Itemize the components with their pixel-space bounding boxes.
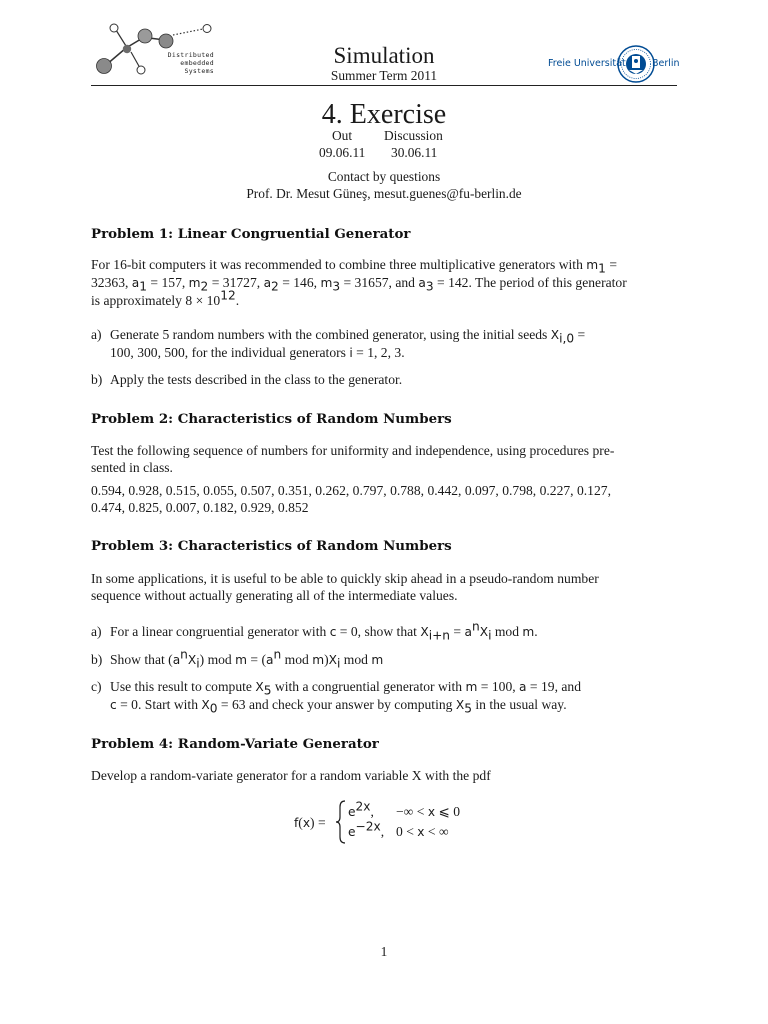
math-superscript: n — [180, 647, 188, 662]
item-label: b) — [91, 652, 103, 667]
item-line — [110, 344, 677, 362]
text-run: = ( — [247, 652, 267, 667]
text-run: = 63 and check your answer by computing — [217, 697, 456, 712]
text-run: Develop a random-variate generator for a random variable X with the pdf — [91, 768, 491, 783]
math-subscript: i+n — [428, 628, 451, 643]
course-term: Summer Term 2011 — [330, 68, 438, 83]
math-symbol: X — [479, 625, 489, 639]
math-symbol: a — [263, 276, 272, 290]
text-run: = — [605, 257, 618, 272]
text-run: = 146, — [278, 275, 321, 290]
math-superscript: 12 — [220, 288, 236, 303]
text-run: Generate 5 random numbers with the combined generator, using the initial seeds — [110, 327, 551, 342]
math-symbol: X — [201, 698, 210, 712]
page-number: 1 — [380, 944, 388, 959]
text-run: = — [574, 327, 586, 342]
math-subscript: 0 — [209, 701, 218, 716]
text-run: is approximately 8 × 10 — [91, 293, 221, 308]
text-run: < ∞ — [424, 824, 449, 839]
sequence-line — [91, 499, 677, 516]
problem-4-statement — [91, 767, 677, 784]
text-run: Show that ( — [110, 652, 173, 667]
math-symbol: m — [312, 653, 325, 667]
math-symbol: m — [320, 276, 333, 290]
item-label: a) — [91, 624, 102, 639]
case-2-value — [348, 819, 385, 841]
sequence-line — [91, 482, 677, 499]
math-subscript: 3 — [332, 279, 341, 294]
math-subscript: i — [488, 628, 492, 643]
problem-4-line — [91, 767, 677, 784]
text-run: = — [450, 624, 465, 639]
text-run: = 100, — [477, 679, 520, 694]
exercise-title: 4. Exercise — [321, 99, 447, 130]
math-superscript: 2x — [355, 799, 371, 814]
problem-3-line — [91, 570, 677, 587]
math-symbol: a — [131, 276, 140, 290]
group-logo-letter-s: S — [162, 14, 170, 24]
problem-3-item-b — [91, 647, 677, 671]
math-superscript: n — [471, 619, 480, 634]
item-line — [110, 619, 677, 643]
problem-3-item-c — [91, 678, 677, 714]
text-run: , — [370, 804, 374, 819]
math-symbol: X — [550, 328, 560, 342]
case-2-condition — [396, 823, 449, 841]
math-symbol: m — [522, 625, 535, 639]
formula-lhs — [294, 814, 326, 832]
course-title: Simulation — [333, 43, 435, 68]
math-subscript: i,0 — [559, 331, 575, 346]
math-subscript: 5 — [263, 683, 272, 698]
pdf-formula — [290, 800, 490, 844]
university-logo-left-text: Freie Universität — [548, 58, 626, 69]
item-line — [110, 371, 677, 388]
text-run: 0.594, 0.928, 0.515, 0.055, 0.507, 0.351, 0.262, 0.797, 0.788, 0.442, 0.097, 0.798, 0.227, 0.127, — [91, 483, 611, 498]
problem-3-item-a — [91, 619, 677, 643]
math-subscript: 2 — [200, 279, 209, 294]
text-run: ⩽ 0 — [435, 804, 461, 819]
problem-2-line — [91, 442, 677, 459]
problem-1-line — [91, 256, 677, 274]
header-rule — [91, 85, 677, 86]
math-subscript: 3 — [425, 279, 434, 294]
text-run: , — [380, 824, 385, 839]
text-run: 0.474, 0.825, 0.007, 0.182, 0.929, 0.852 — [91, 500, 309, 515]
text-run: ) — [324, 652, 329, 667]
text-run: −∞ < — [396, 804, 428, 819]
math-symbol: m — [235, 653, 248, 667]
problem-1-item-a — [91, 326, 677, 362]
item-label: c) — [91, 679, 102, 694]
text-run: 0 < — [396, 824, 418, 839]
university-logo-right-text: Berlin — [652, 58, 680, 69]
text-run: sented in class. — [91, 460, 173, 475]
problem-1-heading: Problem 1: Linear Congruential Generator — [91, 226, 411, 242]
problem-1-statement — [91, 256, 677, 309]
text-run: = 1, 2, 3. — [352, 345, 405, 360]
text-run: Test the following sequence of numbers for uniformity and independence, using procedures pre- — [91, 443, 615, 458]
text-run: = 31657, and — [340, 275, 419, 290]
problem-3-heading: Problem 3: Characteristics of Random Numbers — [91, 538, 452, 554]
math-symbol: x — [427, 805, 436, 819]
math-symbol: f — [294, 816, 299, 830]
math-symbol: X — [420, 625, 429, 639]
item-line — [110, 326, 677, 344]
problem-2-heading: Problem 2: Characteristics of Random Numbers — [91, 411, 452, 427]
text-run: . — [235, 293, 240, 308]
out-label: Out — [332, 128, 353, 143]
text-run: For 16-bit computers it was recommended to combine three multiplicative generators with — [91, 257, 587, 272]
text-run: = 0. Start with — [116, 697, 202, 712]
text-run: mod — [281, 652, 313, 667]
text-run: = 0, show that — [336, 624, 421, 639]
discussion-label: Discussion — [384, 128, 443, 143]
text-run: mod — [491, 624, 523, 639]
text-run: Apply the tests described in the class to the generator. — [110, 372, 403, 387]
text-run: sequence without actually generating all of the intermediate values. — [91, 588, 458, 603]
item-line — [110, 647, 677, 671]
text-run: mod — [340, 652, 372, 667]
math-superscript: n — [273, 647, 282, 662]
group-logo-text-line-2: embedded — [180, 59, 214, 67]
math-symbol: X — [187, 653, 197, 667]
university-seal-icon — [616, 44, 656, 84]
math-symbol: e — [348, 825, 356, 839]
problem-2-statement — [91, 442, 677, 476]
math-symbol: X — [255, 680, 264, 694]
text-run: 32363, — [91, 275, 132, 290]
math-subscript: 1 — [139, 279, 148, 294]
math-subscript: i — [336, 656, 341, 671]
math-subscript: 5 — [464, 701, 472, 716]
math-symbol: x — [302, 816, 311, 830]
math-symbol: m — [465, 680, 478, 694]
problem-1-line — [91, 288, 677, 309]
math-subscript: i — [196, 656, 200, 671]
math-symbol: c — [110, 698, 117, 712]
math-symbol: a — [519, 680, 527, 694]
math-symbol: e — [348, 805, 356, 819]
math-symbol: c — [329, 625, 337, 639]
text-run: = 142. The period of this generator — [433, 275, 627, 290]
problem-2-line — [91, 459, 677, 476]
math-symbol: a — [464, 625, 472, 639]
math-symbol: m — [371, 653, 384, 667]
text-run: = 31727, — [208, 275, 264, 290]
text-run: ) mod — [199, 652, 236, 667]
math-symbol: i — [349, 346, 353, 360]
math-symbol: m — [188, 276, 201, 290]
problem-3-line — [91, 587, 677, 604]
math-symbol: a — [266, 653, 274, 667]
math-subscript: 1 — [598, 261, 606, 276]
text-run: In some applications, it is useful to be able to quickly skip ahead in a pseudo-random number — [91, 571, 599, 586]
group-logo-text-line-1: Distributed — [167, 51, 214, 59]
math-superscript: −2x — [355, 819, 381, 834]
math-symbol: x — [417, 825, 425, 839]
math-symbol: m — [586, 258, 599, 272]
text-run: ) = — [310, 815, 326, 830]
item-line — [110, 696, 677, 714]
group-logo-letter-e: e — [141, 9, 149, 19]
text-run: For a linear congruential generator with — [110, 624, 330, 639]
problem-3-statement — [91, 570, 677, 604]
text-run: ( — [298, 815, 303, 830]
out-date: 09.06.11 — [319, 145, 366, 160]
math-symbol: a — [172, 653, 181, 667]
text-run: = 157, — [147, 275, 189, 290]
group-logo-text — [164, 51, 214, 75]
math-symbol: X — [328, 653, 337, 667]
random-number-sequence — [91, 482, 677, 516]
text-run: in the usual way. — [471, 697, 567, 712]
math-symbol: a — [418, 276, 426, 290]
contact-line: Contact by questions — [327, 169, 441, 184]
text-run: . — [534, 624, 538, 639]
case-1-value — [348, 799, 374, 821]
left-brace-icon — [335, 800, 347, 844]
item-label: a) — [91, 327, 102, 342]
problem-4-heading: Problem 4: Random-Variate Generator — [91, 736, 379, 752]
problem-1-item-b — [91, 371, 677, 388]
university-logo — [548, 44, 678, 84]
text-run: with a congruential generator with — [271, 679, 466, 694]
text-run: Use this result to compute — [110, 679, 256, 694]
text-run: 100, 300, 500, for the individual generators — [110, 345, 350, 360]
case-1-condition — [396, 803, 460, 821]
contact-person: Prof. Dr. Mesut Güneş, mesut.guenes@fu-berlin.de — [246, 186, 522, 201]
math-symbol: X — [455, 698, 465, 712]
group-logo-text-line-3: Systems — [184, 67, 214, 75]
item-label: b) — [91, 372, 103, 387]
discussion-date: 30.06.11 — [391, 145, 438, 160]
problem-1-line — [91, 274, 677, 292]
text-run: = 19, and — [526, 679, 581, 694]
group-logo-letter-d: D — [100, 38, 109, 49]
item-line — [110, 678, 677, 696]
math-subscript: 2 — [271, 279, 279, 294]
